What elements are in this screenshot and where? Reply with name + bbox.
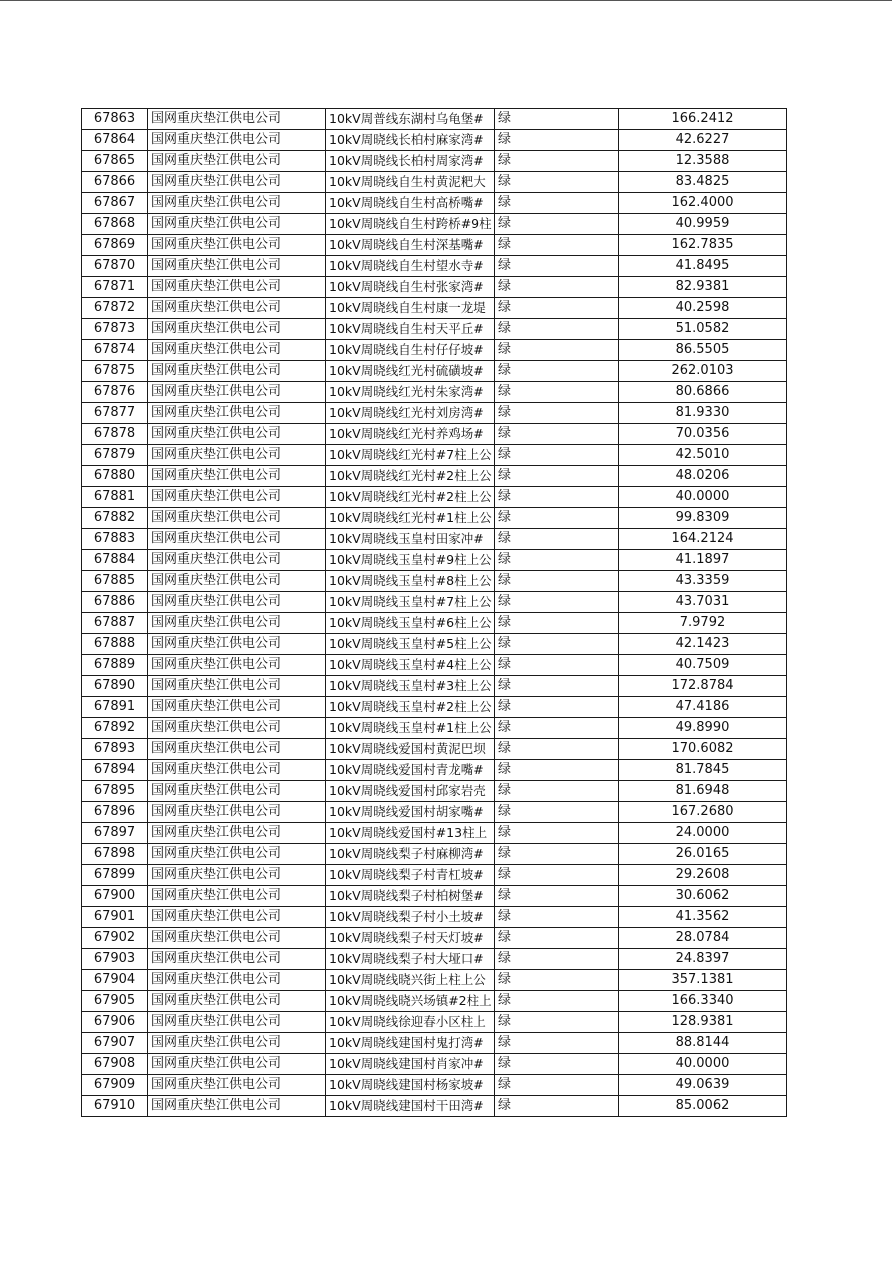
record-id-cell: 67871 bbox=[82, 277, 148, 298]
line-name-cell: 10kV周晓线红光村硫磺坡# bbox=[326, 361, 495, 382]
value-cell: 40.7509 bbox=[619, 655, 787, 676]
table-row bbox=[82, 928, 787, 949]
value-cell: 83.4825 bbox=[619, 172, 787, 193]
record-id-cell: 67870 bbox=[82, 256, 148, 277]
line-name-cell: 10kV周晓线梨子村天灯坡# bbox=[326, 928, 495, 949]
type-cell: 绿 bbox=[495, 844, 619, 865]
record-id-cell: 67901 bbox=[82, 907, 148, 928]
line-name-cell: 10kV周晓线红光村朱家湾# bbox=[326, 382, 495, 403]
record-id-cell: 67872 bbox=[82, 298, 148, 319]
company-cell: 国网重庆垫江供电公司 bbox=[148, 1096, 326, 1117]
value-cell: 41.1897 bbox=[619, 550, 787, 571]
value-cell: 42.5010 bbox=[619, 445, 787, 466]
value-cell: 43.7031 bbox=[619, 592, 787, 613]
type-cell: 绿 bbox=[495, 718, 619, 739]
value-cell: 40.0000 bbox=[619, 487, 787, 508]
table-row bbox=[82, 802, 787, 823]
line-name-cell: 10kV周晓线自生村望水寺# bbox=[326, 256, 495, 277]
table-row bbox=[82, 487, 787, 508]
table-row bbox=[82, 760, 787, 781]
value-cell: 40.9959 bbox=[619, 214, 787, 235]
line-name-cell: 10kV周晓线晓兴街上柱上公 bbox=[326, 970, 495, 991]
table-row bbox=[82, 1033, 787, 1054]
table-row bbox=[82, 844, 787, 865]
line-name-cell: 10kV周晓线自生村跨桥#9柱 bbox=[326, 214, 495, 235]
value-cell: 164.2124 bbox=[619, 529, 787, 550]
line-name-cell: 10kV周晓线玉皇村#6柱上公 bbox=[326, 613, 495, 634]
record-id-cell: 67884 bbox=[82, 550, 148, 571]
company-cell: 国网重庆垫江供电公司 bbox=[148, 340, 326, 361]
table-row bbox=[82, 550, 787, 571]
line-name-cell: 10kV周晓线玉皇村#9柱上公 bbox=[326, 550, 495, 571]
line-name-cell: 10kV周晓线玉皇村#8柱上公 bbox=[326, 571, 495, 592]
company-cell: 国网重庆垫江供电公司 bbox=[148, 382, 326, 403]
company-cell: 国网重庆垫江供电公司 bbox=[148, 991, 326, 1012]
value-cell: 7.9792 bbox=[619, 613, 787, 634]
line-name-cell: 10kV周晓线玉皇村#3柱上公 bbox=[326, 676, 495, 697]
company-cell: 国网重庆垫江供电公司 bbox=[148, 844, 326, 865]
table-row bbox=[82, 697, 787, 718]
type-cell: 绿 bbox=[495, 550, 619, 571]
type-cell: 绿 bbox=[495, 508, 619, 529]
type-cell: 绿 bbox=[495, 571, 619, 592]
type-cell: 绿 bbox=[495, 1012, 619, 1033]
table-row bbox=[82, 1075, 787, 1096]
type-cell: 绿 bbox=[495, 340, 619, 361]
company-cell: 国网重庆垫江供电公司 bbox=[148, 1054, 326, 1075]
line-name-cell: 10kV周晓线自生村康一龙堤 bbox=[326, 298, 495, 319]
company-cell: 国网重庆垫江供电公司 bbox=[148, 970, 326, 991]
type-cell: 绿 bbox=[495, 928, 619, 949]
value-cell: 162.4000 bbox=[619, 193, 787, 214]
table-row bbox=[82, 214, 787, 235]
record-id-cell: 67902 bbox=[82, 928, 148, 949]
company-cell: 国网重庆垫江供电公司 bbox=[148, 907, 326, 928]
type-cell: 绿 bbox=[495, 1054, 619, 1075]
table-row bbox=[82, 466, 787, 487]
value-cell: 41.3562 bbox=[619, 907, 787, 928]
record-id-cell: 67886 bbox=[82, 592, 148, 613]
record-id-cell: 67881 bbox=[82, 487, 148, 508]
table-row bbox=[82, 907, 787, 928]
company-cell: 国网重庆垫江供电公司 bbox=[148, 718, 326, 739]
company-cell: 国网重庆垫江供电公司 bbox=[148, 298, 326, 319]
company-cell: 国网重庆垫江供电公司 bbox=[148, 781, 326, 802]
company-cell: 国网重庆垫江供电公司 bbox=[148, 235, 326, 256]
table-row bbox=[82, 256, 787, 277]
company-cell: 国网重庆垫江供电公司 bbox=[148, 739, 326, 760]
record-id-cell: 67875 bbox=[82, 361, 148, 382]
line-name-cell: 10kV周晓线玉皇村#7柱上公 bbox=[326, 592, 495, 613]
record-id-cell: 67903 bbox=[82, 949, 148, 970]
company-cell: 国网重庆垫江供电公司 bbox=[148, 823, 326, 844]
type-cell: 绿 bbox=[495, 151, 619, 172]
record-id-cell: 67863 bbox=[82, 109, 148, 130]
line-name-cell: 10kV周晓线自生村深基嘴# bbox=[326, 235, 495, 256]
type-cell: 绿 bbox=[495, 655, 619, 676]
line-name-cell: 10kV周晓线自生村仔仔坡# bbox=[326, 340, 495, 361]
line-name-cell: 10kV周晓线建国村杨家坡# bbox=[326, 1075, 495, 1096]
value-cell: 24.8397 bbox=[619, 949, 787, 970]
type-cell: 绿 bbox=[495, 445, 619, 466]
line-name-cell: 10kV周晓线玉皇村#4柱上公 bbox=[326, 655, 495, 676]
line-name-cell: 10kV周晓线红光村#1柱上公 bbox=[326, 508, 495, 529]
value-cell: 49.8990 bbox=[619, 718, 787, 739]
type-cell: 绿 bbox=[495, 424, 619, 445]
table-row bbox=[82, 781, 787, 802]
line-name-cell: 10kV周晓线建国村肖家冲# bbox=[326, 1054, 495, 1075]
record-id-cell: 67877 bbox=[82, 403, 148, 424]
value-cell: 29.2608 bbox=[619, 865, 787, 886]
record-id-cell: 67865 bbox=[82, 151, 148, 172]
value-cell: 81.9330 bbox=[619, 403, 787, 424]
value-cell: 51.0582 bbox=[619, 319, 787, 340]
type-cell: 绿 bbox=[495, 991, 619, 1012]
table-row bbox=[82, 823, 787, 844]
company-cell: 国网重庆垫江供电公司 bbox=[148, 214, 326, 235]
company-cell: 国网重庆垫江供电公司 bbox=[148, 613, 326, 634]
table-row bbox=[82, 1054, 787, 1075]
company-cell: 国网重庆垫江供电公司 bbox=[148, 1033, 326, 1054]
table-row bbox=[82, 655, 787, 676]
company-cell: 国网重庆垫江供电公司 bbox=[148, 886, 326, 907]
line-name-cell: 10kV周晓线自生村黄泥粑大 bbox=[326, 172, 495, 193]
value-cell: 47.4186 bbox=[619, 697, 787, 718]
record-id-cell: 67890 bbox=[82, 676, 148, 697]
line-name-cell: 10kV周晓线长柏村周家湾# bbox=[326, 151, 495, 172]
table-row bbox=[82, 151, 787, 172]
table-body bbox=[82, 109, 787, 1117]
company-cell: 国网重庆垫江供电公司 bbox=[148, 634, 326, 655]
type-cell: 绿 bbox=[495, 466, 619, 487]
record-id-cell: 67876 bbox=[82, 382, 148, 403]
table-row bbox=[82, 193, 787, 214]
record-id-cell: 67887 bbox=[82, 613, 148, 634]
type-cell: 绿 bbox=[495, 1075, 619, 1096]
table-row bbox=[82, 991, 787, 1012]
line-name-cell: 10kV周晓线晓兴场镇#2柱上 bbox=[326, 991, 495, 1012]
line-name-cell: 10kV周晓线自生村高桥嘴# bbox=[326, 193, 495, 214]
table-row bbox=[82, 508, 787, 529]
company-cell: 国网重庆垫江供电公司 bbox=[148, 1012, 326, 1033]
table-row bbox=[82, 382, 787, 403]
line-name-cell: 10kV周晓线梨子村大垭口# bbox=[326, 949, 495, 970]
record-id-cell: 67885 bbox=[82, 571, 148, 592]
value-cell: 262.0103 bbox=[619, 361, 787, 382]
record-id-cell: 67907 bbox=[82, 1033, 148, 1054]
company-cell: 国网重庆垫江供电公司 bbox=[148, 445, 326, 466]
record-id-cell: 67878 bbox=[82, 424, 148, 445]
record-id-cell: 67896 bbox=[82, 802, 148, 823]
table-row bbox=[82, 571, 787, 592]
value-cell: 48.0206 bbox=[619, 466, 787, 487]
line-name-cell: 10kV周晓线红光村#2柱上公 bbox=[326, 466, 495, 487]
record-id-cell: 67868 bbox=[82, 214, 148, 235]
type-cell: 绿 bbox=[495, 760, 619, 781]
record-id-cell: 67900 bbox=[82, 886, 148, 907]
value-cell: 81.7845 bbox=[619, 760, 787, 781]
company-cell: 国网重庆垫江供电公司 bbox=[148, 403, 326, 424]
line-name-cell: 10kV周晓线爱国村#13柱上 bbox=[326, 823, 495, 844]
type-cell: 绿 bbox=[495, 256, 619, 277]
line-name-cell: 10kV周晓线玉皇村田家冲# bbox=[326, 529, 495, 550]
table-row bbox=[82, 130, 787, 151]
value-cell: 88.8144 bbox=[619, 1033, 787, 1054]
type-cell: 绿 bbox=[495, 781, 619, 802]
table-row bbox=[82, 319, 787, 340]
record-id-cell: 67892 bbox=[82, 718, 148, 739]
value-cell: 162.7835 bbox=[619, 235, 787, 256]
record-id-cell: 67866 bbox=[82, 172, 148, 193]
table-row bbox=[82, 298, 787, 319]
table-row bbox=[82, 949, 787, 970]
type-cell: 绿 bbox=[495, 382, 619, 403]
record-id-cell: 67895 bbox=[82, 781, 148, 802]
line-name-cell: 10kV周晓线红光村养鸡场# bbox=[326, 424, 495, 445]
table-row bbox=[82, 739, 787, 760]
value-cell: 40.0000 bbox=[619, 1054, 787, 1075]
table-row bbox=[82, 1096, 787, 1117]
record-id-cell: 67908 bbox=[82, 1054, 148, 1075]
company-cell: 国网重庆垫江供电公司 bbox=[148, 109, 326, 130]
value-cell: 24.0000 bbox=[619, 823, 787, 844]
company-cell: 国网重庆垫江供电公司 bbox=[148, 655, 326, 676]
record-id-cell: 67897 bbox=[82, 823, 148, 844]
company-cell: 国网重庆垫江供电公司 bbox=[148, 592, 326, 613]
line-name-cell: 10kV周晓线红光村#7柱上公 bbox=[326, 445, 495, 466]
line-name-cell: 10kV周晓线自生村张家湾# bbox=[326, 277, 495, 298]
page-top-border bbox=[0, 0, 892, 1]
record-id-cell: 67888 bbox=[82, 634, 148, 655]
value-cell: 42.1423 bbox=[619, 634, 787, 655]
table-row bbox=[82, 886, 787, 907]
company-cell: 国网重庆垫江供电公司 bbox=[148, 802, 326, 823]
table-row bbox=[82, 529, 787, 550]
value-cell: 40.2598 bbox=[619, 298, 787, 319]
company-cell: 国网重庆垫江供电公司 bbox=[148, 130, 326, 151]
line-name-cell: 10kV周晓线建国村干田湾# bbox=[326, 1096, 495, 1117]
value-cell: 49.0639 bbox=[619, 1075, 787, 1096]
table-row bbox=[82, 970, 787, 991]
value-cell: 41.8495 bbox=[619, 256, 787, 277]
record-id-cell: 67889 bbox=[82, 655, 148, 676]
type-cell: 绿 bbox=[495, 214, 619, 235]
company-cell: 国网重庆垫江供电公司 bbox=[148, 256, 326, 277]
table-row bbox=[82, 613, 787, 634]
table-row bbox=[82, 277, 787, 298]
table-row bbox=[82, 172, 787, 193]
record-id-cell: 67879 bbox=[82, 445, 148, 466]
type-cell: 绿 bbox=[495, 865, 619, 886]
record-id-cell: 67905 bbox=[82, 991, 148, 1012]
company-cell: 国网重庆垫江供电公司 bbox=[148, 550, 326, 571]
record-id-cell: 67864 bbox=[82, 130, 148, 151]
value-cell: 26.0165 bbox=[619, 844, 787, 865]
line-name-cell: 10kV周普线东湖村乌龟堡# bbox=[326, 109, 495, 130]
value-cell: 12.3588 bbox=[619, 151, 787, 172]
type-cell: 绿 bbox=[495, 886, 619, 907]
company-cell: 国网重庆垫江供电公司 bbox=[148, 928, 326, 949]
type-cell: 绿 bbox=[495, 697, 619, 718]
type-cell: 绿 bbox=[495, 130, 619, 151]
value-cell: 172.8784 bbox=[619, 676, 787, 697]
table-row bbox=[82, 718, 787, 739]
company-cell: 国网重庆垫江供电公司 bbox=[148, 361, 326, 382]
record-id-cell: 67883 bbox=[82, 529, 148, 550]
record-id-cell: 67891 bbox=[82, 697, 148, 718]
line-name-cell: 10kV周晓线建国村鬼打湾# bbox=[326, 1033, 495, 1054]
record-id-cell: 67909 bbox=[82, 1075, 148, 1096]
table-row bbox=[82, 235, 787, 256]
company-cell: 国网重庆垫江供电公司 bbox=[148, 697, 326, 718]
type-cell: 绿 bbox=[495, 487, 619, 508]
value-cell: 128.9381 bbox=[619, 1012, 787, 1033]
type-cell: 绿 bbox=[495, 592, 619, 613]
type-cell: 绿 bbox=[495, 109, 619, 130]
company-cell: 国网重庆垫江供电公司 bbox=[148, 193, 326, 214]
value-cell: 30.6062 bbox=[619, 886, 787, 907]
company-cell: 国网重庆垫江供电公司 bbox=[148, 424, 326, 445]
company-cell: 国网重庆垫江供电公司 bbox=[148, 1075, 326, 1096]
type-cell: 绿 bbox=[495, 949, 619, 970]
line-name-cell: 10kV周晓线爱国村黄泥巴坝 bbox=[326, 739, 495, 760]
line-name-cell: 10kV周晓线梨子村小土坡# bbox=[326, 907, 495, 928]
line-name-cell: 10kV周晓线红光村#2柱上公 bbox=[326, 487, 495, 508]
company-cell: 国网重庆垫江供电公司 bbox=[148, 676, 326, 697]
type-cell: 绿 bbox=[495, 529, 619, 550]
type-cell: 绿 bbox=[495, 403, 619, 424]
company-cell: 国网重庆垫江供电公司 bbox=[148, 508, 326, 529]
record-id-cell: 67899 bbox=[82, 865, 148, 886]
value-cell: 42.6227 bbox=[619, 130, 787, 151]
company-cell: 国网重庆垫江供电公司 bbox=[148, 277, 326, 298]
record-id-cell: 67867 bbox=[82, 193, 148, 214]
record-id-cell: 67893 bbox=[82, 739, 148, 760]
table-row bbox=[82, 445, 787, 466]
company-cell: 国网重庆垫江供电公司 bbox=[148, 529, 326, 550]
company-cell: 国网重庆垫江供电公司 bbox=[148, 319, 326, 340]
line-name-cell: 10kV周晓线徐迎春小区柱上 bbox=[326, 1012, 495, 1033]
type-cell: 绿 bbox=[495, 1096, 619, 1117]
company-cell: 国网重庆垫江供电公司 bbox=[148, 172, 326, 193]
table-row bbox=[82, 1012, 787, 1033]
type-cell: 绿 bbox=[495, 193, 619, 214]
value-cell: 170.6082 bbox=[619, 739, 787, 760]
type-cell: 绿 bbox=[495, 634, 619, 655]
table-row bbox=[82, 634, 787, 655]
value-cell: 86.5505 bbox=[619, 340, 787, 361]
record-id-cell: 67882 bbox=[82, 508, 148, 529]
record-id-cell: 67880 bbox=[82, 466, 148, 487]
data-table bbox=[81, 108, 787, 1117]
company-cell: 国网重庆垫江供电公司 bbox=[148, 949, 326, 970]
value-cell: 166.2412 bbox=[619, 109, 787, 130]
table-row bbox=[82, 340, 787, 361]
table-row bbox=[82, 424, 787, 445]
type-cell: 绿 bbox=[495, 298, 619, 319]
company-cell: 国网重庆垫江供电公司 bbox=[148, 571, 326, 592]
value-cell: 99.8309 bbox=[619, 508, 787, 529]
line-name-cell: 10kV周晓线自生村天平丘# bbox=[326, 319, 495, 340]
type-cell: 绿 bbox=[495, 823, 619, 844]
line-name-cell: 10kV周晓线爱国村邱家岩壳 bbox=[326, 781, 495, 802]
company-cell: 国网重庆垫江供电公司 bbox=[148, 865, 326, 886]
value-cell: 167.2680 bbox=[619, 802, 787, 823]
type-cell: 绿 bbox=[495, 319, 619, 340]
type-cell: 绿 bbox=[495, 676, 619, 697]
line-name-cell: 10kV周晓线红光村刘房湾# bbox=[326, 403, 495, 424]
line-name-cell: 10kV周晓线梨子村麻柳湾# bbox=[326, 844, 495, 865]
type-cell: 绿 bbox=[495, 277, 619, 298]
type-cell: 绿 bbox=[495, 739, 619, 760]
value-cell: 81.6948 bbox=[619, 781, 787, 802]
value-cell: 166.3340 bbox=[619, 991, 787, 1012]
table-row bbox=[82, 361, 787, 382]
record-id-cell: 67906 bbox=[82, 1012, 148, 1033]
type-cell: 绿 bbox=[495, 1033, 619, 1054]
type-cell: 绿 bbox=[495, 613, 619, 634]
record-id-cell: 67904 bbox=[82, 970, 148, 991]
record-id-cell: 67874 bbox=[82, 340, 148, 361]
value-cell: 82.9381 bbox=[619, 277, 787, 298]
value-cell: 43.3359 bbox=[619, 571, 787, 592]
type-cell: 绿 bbox=[495, 970, 619, 991]
value-cell: 357.1381 bbox=[619, 970, 787, 991]
line-name-cell: 10kV周晓线爱国村青龙嘴# bbox=[326, 760, 495, 781]
type-cell: 绿 bbox=[495, 172, 619, 193]
record-id-cell: 67894 bbox=[82, 760, 148, 781]
company-cell: 国网重庆垫江供电公司 bbox=[148, 760, 326, 781]
company-cell: 国网重庆垫江供电公司 bbox=[148, 466, 326, 487]
value-cell: 85.0062 bbox=[619, 1096, 787, 1117]
record-id-cell: 67898 bbox=[82, 844, 148, 865]
company-cell: 国网重庆垫江供电公司 bbox=[148, 487, 326, 508]
line-name-cell: 10kV周晓线玉皇村#2柱上公 bbox=[326, 697, 495, 718]
record-id-cell: 67873 bbox=[82, 319, 148, 340]
type-cell: 绿 bbox=[495, 802, 619, 823]
type-cell: 绿 bbox=[495, 235, 619, 256]
line-name-cell: 10kV周晓线梨子村青杠坡# bbox=[326, 865, 495, 886]
record-id-cell: 67910 bbox=[82, 1096, 148, 1117]
table-row bbox=[82, 592, 787, 613]
line-name-cell: 10kV周晓线玉皇村#5柱上公 bbox=[326, 634, 495, 655]
line-name-cell: 10kV周晓线长柏村麻家湾# bbox=[326, 130, 495, 151]
value-cell: 80.6866 bbox=[619, 382, 787, 403]
table-row bbox=[82, 403, 787, 424]
value-cell: 70.0356 bbox=[619, 424, 787, 445]
type-cell: 绿 bbox=[495, 907, 619, 928]
value-cell: 28.0784 bbox=[619, 928, 787, 949]
record-id-cell: 67869 bbox=[82, 235, 148, 256]
table-row bbox=[82, 676, 787, 697]
line-name-cell: 10kV周晓线玉皇村#1柱上公 bbox=[326, 718, 495, 739]
line-name-cell: 10kV周晓线梨子村柏树堡# bbox=[326, 886, 495, 907]
type-cell: 绿 bbox=[495, 361, 619, 382]
company-cell: 国网重庆垫江供电公司 bbox=[148, 151, 326, 172]
table-row bbox=[82, 109, 787, 130]
line-name-cell: 10kV周晓线爱国村胡家嘴# bbox=[326, 802, 495, 823]
table-row bbox=[82, 865, 787, 886]
